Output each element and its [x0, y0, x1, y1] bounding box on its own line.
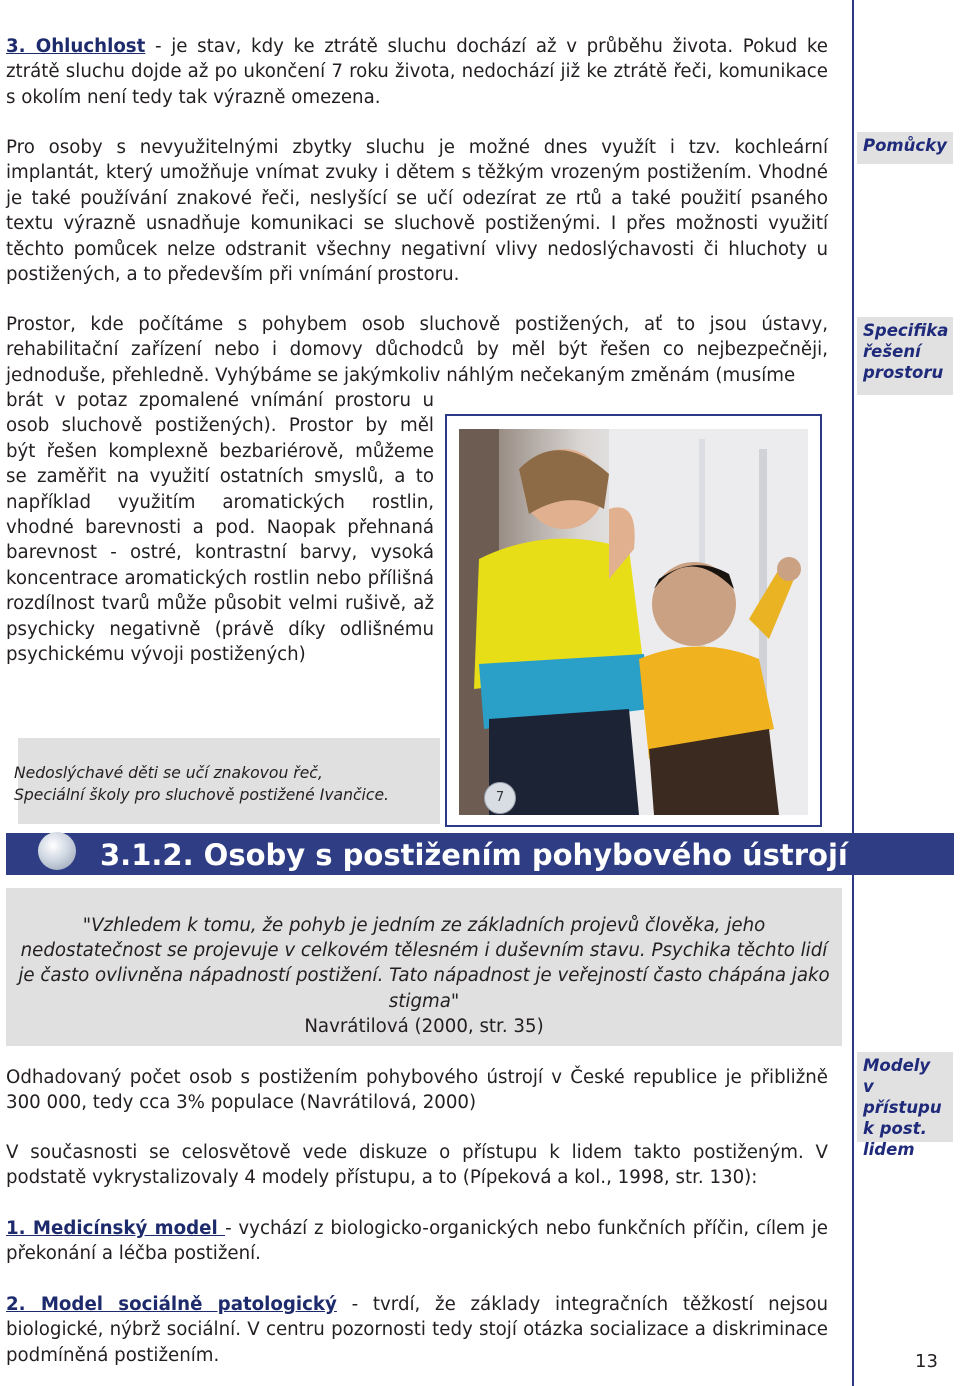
photo-caption: Nedoslýchavé děti se učí znakovou řeč, Speciální školy pro sluchově postižené Ivančice. — [14, 764, 390, 804]
item-number: 3. Ohluchlost — [6, 36, 146, 57]
section-heading: 3.1.2. Osoby s postižením pohybového ústrojí — [100, 838, 848, 872]
photo-children-sign-language — [459, 429, 808, 815]
paragraph-pocet-osob: Odhadovaný počet osob s postižením pohybového ústrojí v České republice je přibližně 300 000, tedy cca 3% populace (Navrátilová, 2000) — [6, 1067, 828, 1114]
photo-frame — [445, 414, 822, 827]
paragraph-prostor-narrow: brát v potaz zpomalené vnímání prostoru u osob sluchově postižených). Prostor by měl být řešen komplexně bezbariérově, můžeme se zaměřit na využití ostatních smyslů, a to například využitím aromatických rostlin, vhodné barevnosti a pod. Naopak přehnaná barevnost - ostré, kontrastní barvy, vysoká koncentrace aromatických rostlin nebo přílišná rozdílnost tvarů může působit velmi rušivě, až psychicky negativně (právě díky odlišnému psychickému vývoji postižených) — [6, 390, 434, 666]
paragraph-prostor-full: Prostor, kde počítáme s pohybem osob sluchově postižených, ať to jsou ústavy, rehabilitační zařízení nebo i domovy důchodců by měl být řešen co nejbezpečněji, jednoduše, přehledně. Vyhýbáme se jakýmkoliv náhlým nečekaným změnám (musíme — [6, 314, 828, 386]
paragraph-ohluchlost: 3. Ohluchlost - je stav, kdy ke ztrátě sluchu dochází až v průběhu života. Pokud ke ztrátě sluchu dojde až po ukončení 7 roku života, nedochází již ke ztrátě řeči, komunikace s okolím není tedy tak výrazně omezena. — [6, 36, 828, 108]
paragraph-pomucky: Pro osoby s nevyužitelnými zbytky sluchu je možné dnes využít i tzv. kochleární implantát, který umožňuje vnímat zvuky i dětem s těžkým vrozeným postižením. Vhodné je také používání znakové řeči, neslyšící se učí odezírat ze rtů a také použití psaného textu výrazně usnadňuje komunikaci se sluchově postiženými. I přes možnosti využití těchto pomůcek nelze odstranit všechny negativní vlivy nedoslýchavosti či hluchoty u postižených, a to především při vnímání prostoru. — [6, 137, 828, 286]
paragraph-model-2: 2. Model sociálně patologický - tvrdí, že základy integračních těžkostí nejsou biologické, nýbrž sociální. V centru pozornosti tedy stojí otázka socializace a diskriminace podmíněná postižením. — [6, 1294, 828, 1366]
sidebar-label-modely: Modely v přístupu k post. lidem — [857, 1052, 953, 1142]
photo-number-badge: 7 — [484, 782, 516, 814]
sidebar-label-pomucky: Pomůcky — [857, 132, 953, 164]
photo-illustration — [459, 429, 808, 815]
model-2-title: 2. Model sociálně patologický — [6, 1294, 337, 1315]
paragraph-model-1: 1. Medicínský model - vychází z biologicko-organických nebo funkčních příčin, cílem je překonání a léčba postižení. — [6, 1218, 828, 1265]
page-number: 13 — [915, 1351, 938, 1372]
sidebar-label-specifika: Specifika řešení prostoru — [857, 317, 953, 395]
model-1-title: 1. Medicínský model — [6, 1218, 226, 1239]
vertical-rule — [852, 0, 854, 1386]
bubble-icon — [38, 832, 76, 870]
quote-source: Navrátilová (2000, str. 35) — [304, 1015, 544, 1037]
quote-text: "Vzhledem k tomu, že pohyb je jedním ze základních projevů člověka, jeho nedostatečnost se projevuje v celkovém tělesném i duševním stavu. Psychika těchto lidí je často ovlivněna nápadností postižení. Tato nápadnost je veřejností často chápána jako stigma" — [18, 915, 830, 1012]
quote-block — [6, 913, 842, 1039]
paragraph-modely-pristupu: V současnosti se celosvětově vede diskuze o přístupu k lidem takto postiženým. V podstatě vykrystalizovaly 4 modely přístupu, a to (Pípeková a kol., 1998, str. 130): — [6, 1142, 828, 1189]
